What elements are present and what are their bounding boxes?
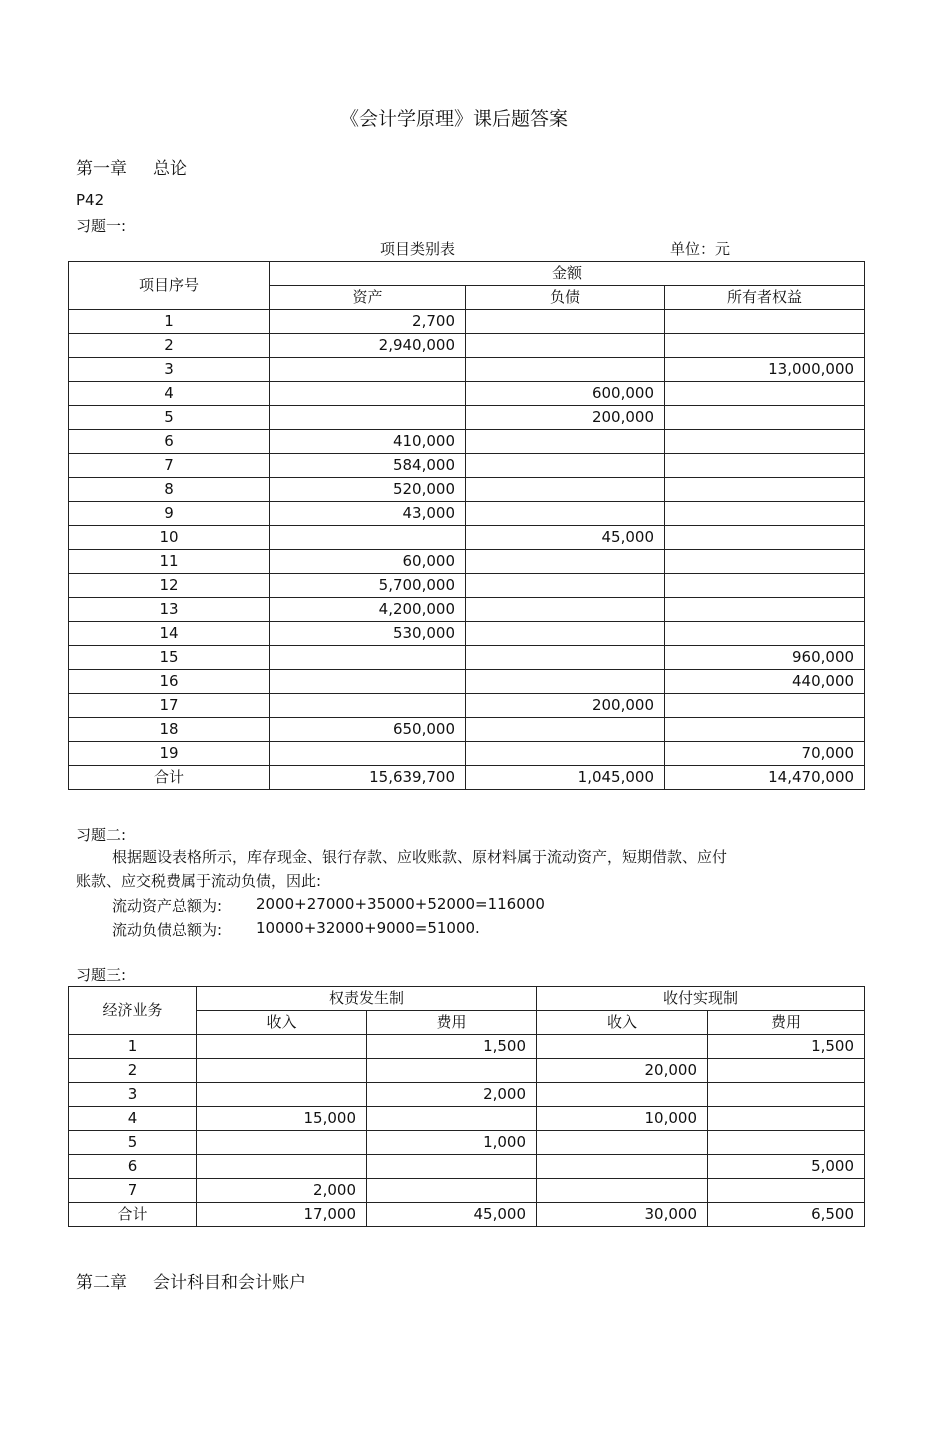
table-row	[69, 718, 865, 742]
table-row	[69, 742, 865, 766]
table-row	[69, 334, 865, 358]
table-row	[69, 598, 865, 622]
row-accrual-income	[197, 1155, 367, 1179]
table-row	[69, 1179, 865, 1203]
table-row	[69, 430, 865, 454]
row-seq: 4	[69, 382, 270, 406]
row-equity	[665, 694, 865, 718]
row-accrual-income	[197, 1083, 367, 1107]
row-asset: 650,000	[270, 718, 466, 742]
row-liability: 200,000	[466, 694, 665, 718]
row-accrual-income	[197, 1059, 367, 1083]
row-equity: 70,000	[665, 742, 865, 766]
row-cash-income: 20,000	[537, 1059, 708, 1083]
row-asset: 5,700,000	[270, 574, 466, 598]
exercise-3-label: 习题三:	[76, 966, 127, 984]
row-equity	[665, 598, 865, 622]
row-equity	[665, 478, 865, 502]
row-cash-income	[537, 1083, 708, 1107]
row-liability: 200,000	[466, 406, 665, 430]
table-row	[69, 1107, 865, 1131]
row-equity	[665, 574, 865, 598]
row-equity	[665, 526, 865, 550]
row-seq: 7	[69, 454, 270, 478]
row-equity	[665, 334, 865, 358]
header-equity: 所有者权益	[665, 286, 865, 310]
row-accrual-expense: 45,000	[367, 1203, 537, 1227]
accrual-vs-cash-table	[68, 986, 865, 1227]
header-accrual-income: 收入	[197, 1011, 367, 1035]
current-assets-label: 流动资产总额为:	[112, 897, 223, 915]
row-asset: 584,000	[270, 454, 466, 478]
row-asset	[270, 406, 466, 430]
row-asset	[270, 382, 466, 406]
document-title: 《会计学原理》课后题答案	[339, 108, 568, 130]
row-accrual-expense	[367, 1107, 537, 1131]
row-accrual-expense	[367, 1155, 537, 1179]
row-asset	[270, 742, 466, 766]
row-seq: 5	[69, 406, 270, 430]
row-equity	[665, 718, 865, 742]
row-liability	[466, 358, 665, 382]
row-asset: 530,000	[270, 622, 466, 646]
project-category-table	[68, 261, 865, 790]
chapter-1-name: 总论	[153, 159, 187, 179]
row-seq: 1	[69, 310, 270, 334]
row-business: 3	[69, 1083, 197, 1107]
row-seq: 8	[69, 478, 270, 502]
row-seq: 合计	[69, 766, 270, 790]
row-liability: 600,000	[466, 382, 665, 406]
row-cash-expense	[708, 1059, 865, 1083]
row-equity	[665, 430, 865, 454]
table-row	[69, 766, 865, 790]
row-cash-expense: 1,500	[708, 1035, 865, 1059]
exercise-2-text-line2: 账款、应交税费属于流动负债，因此:	[76, 872, 322, 890]
row-accrual-income	[197, 1035, 367, 1059]
row-seq: 10	[69, 526, 270, 550]
table-row	[69, 1155, 865, 1179]
row-cash-expense: 5,000	[708, 1155, 865, 1179]
table-row	[69, 1083, 865, 1107]
row-business: 5	[69, 1131, 197, 1155]
row-accrual-income: 15,000	[197, 1107, 367, 1131]
row-liability	[466, 670, 665, 694]
header-accrual-expense: 费用	[367, 1011, 537, 1035]
row-seq: 16	[69, 670, 270, 694]
chapter-2-heading	[76, 1268, 306, 1293]
row-cash-income	[537, 1155, 708, 1179]
row-liability: 1,045,000	[466, 766, 665, 790]
row-asset	[270, 358, 466, 382]
current-assets-value: 2000+27000+35000+52000=116000	[256, 895, 545, 913]
current-liabilities-value: 10000+32000+9000=51000.	[256, 919, 480, 937]
row-equity: 13,000,000	[665, 358, 865, 382]
header-seq: 项目序号	[69, 262, 270, 310]
row-liability	[466, 574, 665, 598]
row-seq: 6	[69, 430, 270, 454]
row-accrual-expense: 2,000	[367, 1083, 537, 1107]
row-liability	[466, 598, 665, 622]
header-cash-income: 收入	[537, 1011, 708, 1035]
chapter-1-heading	[76, 154, 187, 179]
row-liability	[466, 430, 665, 454]
row-equity	[665, 502, 865, 526]
row-asset: 60,000	[270, 550, 466, 574]
row-asset: 410,000	[270, 430, 466, 454]
table-row	[69, 310, 865, 334]
table-row	[69, 406, 865, 430]
row-accrual-expense	[367, 1059, 537, 1083]
row-equity	[665, 550, 865, 574]
row-asset: 15,639,700	[270, 766, 466, 790]
current-liabilities-label: 流动负债总额为:	[112, 921, 223, 939]
row-cash-expense	[708, 1107, 865, 1131]
table-row	[69, 1059, 865, 1083]
row-asset: 4,200,000	[270, 598, 466, 622]
table-row	[69, 1035, 865, 1059]
row-cash-expense	[708, 1131, 865, 1155]
row-liability	[466, 646, 665, 670]
row-equity	[665, 310, 865, 334]
table-row	[69, 574, 865, 598]
table-row	[69, 502, 865, 526]
row-cash-income	[537, 1179, 708, 1203]
row-liability	[466, 310, 665, 334]
row-equity	[665, 382, 865, 406]
header-accrual-basis: 权责发生制	[197, 987, 537, 1011]
table-row	[69, 358, 865, 382]
row-business: 7	[69, 1179, 197, 1203]
row-asset: 2,700	[270, 310, 466, 334]
header-cash-basis: 收付实现制	[537, 987, 865, 1011]
header-business: 经济业务	[69, 987, 197, 1035]
table-row	[69, 526, 865, 550]
table-row	[69, 694, 865, 718]
chapter-2-name: 会计科目和会计账户	[153, 1273, 306, 1293]
row-seq: 13	[69, 598, 270, 622]
row-accrual-expense: 1,000	[367, 1131, 537, 1155]
row-business: 6	[69, 1155, 197, 1179]
row-seq: 19	[69, 742, 270, 766]
row-seq: 18	[69, 718, 270, 742]
row-asset	[270, 694, 466, 718]
row-asset	[270, 670, 466, 694]
row-asset	[270, 526, 466, 550]
row-accrual-income: 17,000	[197, 1203, 367, 1227]
row-cash-income: 30,000	[537, 1203, 708, 1227]
row-cash-income: 10,000	[537, 1107, 708, 1131]
row-liability	[466, 622, 665, 646]
row-equity	[665, 454, 865, 478]
row-accrual-expense: 1,500	[367, 1035, 537, 1059]
row-liability	[466, 718, 665, 742]
page-reference: P42	[76, 191, 105, 209]
row-business: 合计	[69, 1203, 197, 1227]
row-accrual-income: 2,000	[197, 1179, 367, 1203]
row-business: 2	[69, 1059, 197, 1083]
row-asset: 520,000	[270, 478, 466, 502]
chapter-1-number: 第一章	[76, 159, 127, 179]
row-liability	[466, 478, 665, 502]
row-asset	[270, 646, 466, 670]
row-liability: 45,000	[466, 526, 665, 550]
row-seq: 3	[69, 358, 270, 382]
table-row	[69, 550, 865, 574]
row-cash-expense	[708, 1179, 865, 1203]
row-seq: 2	[69, 334, 270, 358]
row-equity: 960,000	[665, 646, 865, 670]
row-accrual-expense	[367, 1179, 537, 1203]
exercise-2-text-line1: 根据题设表格所示，库存现金、银行存款、应收账款、原材料属于流动资产，短期借款、应付	[112, 848, 728, 866]
table-row	[69, 646, 865, 670]
table-row	[69, 670, 865, 694]
table-row	[69, 382, 865, 406]
row-seq: 14	[69, 622, 270, 646]
table-row	[69, 478, 865, 502]
row-cash-income	[537, 1131, 708, 1155]
row-equity: 14,470,000	[665, 766, 865, 790]
row-liability	[466, 742, 665, 766]
row-liability	[466, 334, 665, 358]
row-cash-income	[537, 1035, 708, 1059]
row-accrual-income	[197, 1131, 367, 1155]
row-seq: 17	[69, 694, 270, 718]
table-row	[69, 622, 865, 646]
table-1-title: 项目类别表	[380, 240, 456, 258]
row-cash-expense: 6,500	[708, 1203, 865, 1227]
header-liability: 负债	[466, 286, 665, 310]
header-cash-expense: 费用	[708, 1011, 865, 1035]
table-row	[69, 1131, 865, 1155]
table-row	[69, 1203, 865, 1227]
row-cash-expense	[708, 1083, 865, 1107]
row-liability	[466, 550, 665, 574]
row-seq: 9	[69, 502, 270, 526]
exercise-1-label: 习题一:	[76, 217, 127, 235]
row-liability	[466, 454, 665, 478]
row-equity	[665, 406, 865, 430]
chapter-2-number: 第二章	[76, 1273, 127, 1293]
row-liability	[466, 502, 665, 526]
row-asset: 43,000	[270, 502, 466, 526]
row-equity: 440,000	[665, 670, 865, 694]
row-business: 4	[69, 1107, 197, 1131]
row-business: 1	[69, 1035, 197, 1059]
row-asset: 2,940,000	[270, 334, 466, 358]
table-row	[69, 454, 865, 478]
row-equity	[665, 622, 865, 646]
exercise-2-label: 习题二:	[76, 826, 127, 844]
row-seq: 11	[69, 550, 270, 574]
header-amount: 金额	[270, 262, 865, 286]
header-asset: 资产	[270, 286, 466, 310]
row-seq: 15	[69, 646, 270, 670]
row-seq: 12	[69, 574, 270, 598]
table-1-unit: 单位：元	[670, 240, 731, 258]
